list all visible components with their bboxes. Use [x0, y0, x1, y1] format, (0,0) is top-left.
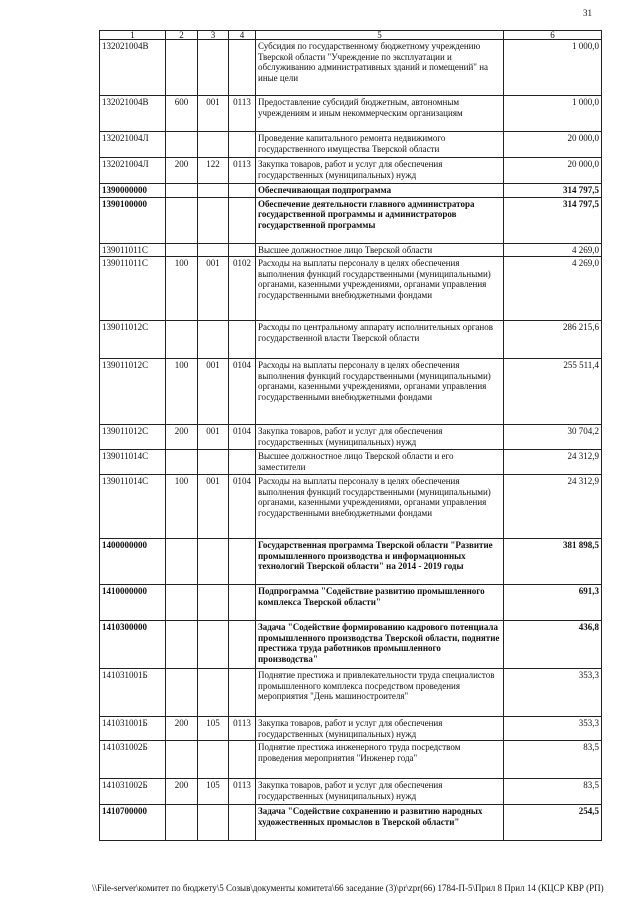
cell-expense-type	[166, 805, 198, 841]
cell-amount: 4 269,0	[504, 243, 602, 257]
cell-administrator	[198, 669, 229, 717]
cell-expense-type: 200	[166, 158, 198, 184]
cell-expense-type	[166, 197, 198, 243]
cell-administrator	[198, 539, 229, 585]
cell-amount: 254,5	[504, 805, 602, 841]
table-row	[100, 450, 602, 475]
column-header: 2	[166, 31, 198, 40]
cell-expense-type: 100	[166, 359, 198, 425]
cell-program-code: 141031001Б	[100, 717, 166, 741]
cell-expense-type: 200	[166, 425, 198, 450]
cell-administrator: 105	[198, 779, 229, 805]
cell-section: 0113	[229, 717, 256, 741]
table-row	[100, 425, 602, 450]
cell-section: 0113	[229, 96, 256, 132]
column-header: 6	[504, 31, 602, 40]
cell-section	[229, 184, 256, 198]
cell-description: Высшее должностное лицо Тверской области	[256, 243, 504, 257]
cell-description: Закупка товаров, работ и услуг для обеспечения государственных (муниципальных) нужд	[256, 779, 504, 805]
cell-description: Расходы на выплаты персоналу в целях обеспечения выполнения функций государственными (муниципальными) органами, казенными учреждениями, органами управления государственными внебюджетными фондами	[256, 475, 504, 539]
cell-amount: 381 898,5	[504, 539, 602, 585]
cell-program-code: 141031002Б	[100, 779, 166, 805]
cell-section	[229, 805, 256, 841]
cell-administrator	[198, 585, 229, 621]
cell-amount: 20 000,0	[504, 158, 602, 184]
cell-program-code: 132021004В	[100, 40, 166, 96]
footer-file-path: \\File-server\комитет по бюджету\5 Созыв\документы комитета\66 заседание (3)\pr\zpr(66) 1784-П-5\Прил 8 Прил 14 (КЦСР КВР (РП)	[92, 883, 604, 893]
cell-administrator	[198, 321, 229, 359]
cell-amount: 1 000,0	[504, 40, 602, 96]
cell-expense-type: 200	[166, 779, 198, 805]
cell-section: 0113	[229, 158, 256, 184]
cell-expense-type: 100	[166, 475, 198, 539]
cell-amount: 24 312,9	[504, 450, 602, 475]
cell-amount: 255 511,4	[504, 359, 602, 425]
cell-amount: 353,3	[504, 669, 602, 717]
cell-section: 0104	[229, 425, 256, 450]
table-row	[100, 585, 602, 621]
cell-administrator	[198, 184, 229, 198]
cell-description: Подпрограмма "Содействие развитию промышленного комплекса Тверской области"	[256, 585, 504, 621]
cell-program-code: 139011011С	[100, 243, 166, 257]
table-row	[100, 243, 602, 257]
cell-program-code: 1410000000	[100, 585, 166, 621]
cell-amount: 286 215,6	[504, 321, 602, 359]
cell-program-code: 1410300000	[100, 621, 166, 669]
cell-amount: 24 312,9	[504, 475, 602, 539]
table-row	[100, 257, 602, 321]
table-row	[100, 779, 602, 805]
cell-administrator	[198, 132, 229, 158]
cell-section: 0104	[229, 475, 256, 539]
table-row	[100, 321, 602, 359]
column-header: 5	[256, 31, 504, 40]
table-row	[100, 475, 602, 539]
cell-administrator	[198, 243, 229, 257]
cell-description: Закупка товаров, работ и услуг для обеспечения государственных (муниципальных) нужд	[256, 717, 504, 741]
cell-description: Задача "Содействие сохранению и развитию народных художественных промыслов в Тверской области"	[256, 805, 504, 841]
table-row	[100, 621, 602, 669]
cell-program-code: 139011014С	[100, 450, 166, 475]
table-row	[100, 184, 602, 198]
table-body	[100, 40, 602, 841]
cell-section: 0113	[229, 779, 256, 805]
cell-administrator	[198, 197, 229, 243]
cell-amount: 83,5	[504, 741, 602, 779]
cell-expense-type	[166, 621, 198, 669]
cell-program-code: 1390000000	[100, 184, 166, 198]
cell-amount: 4 269,0	[504, 257, 602, 321]
cell-amount: 83,5	[504, 779, 602, 805]
table-row	[100, 40, 602, 96]
cell-amount: 691,3	[504, 585, 602, 621]
cell-expense-type	[166, 539, 198, 585]
cell-description: Обеспечивающая подпрограмма	[256, 184, 504, 198]
cell-description: Расходы на выплаты персоналу в целях обеспечения выполнения функций государственными (муниципальными) органами, казенными учреждениями, органами управления государственными внебюджетными фондами	[256, 257, 504, 321]
cell-description: Высшее должностное лицо Тверской области и его заместители	[256, 450, 504, 475]
column-header: 4	[229, 31, 256, 40]
cell-administrator: 105	[198, 717, 229, 741]
cell-section	[229, 450, 256, 475]
cell-section	[229, 197, 256, 243]
cell-section	[229, 621, 256, 669]
table-row	[100, 741, 602, 779]
cell-description: Расходы по центральному аппарату исполнительных органов государственной власти Тверской области	[256, 321, 504, 359]
cell-administrator: 122	[198, 158, 229, 184]
cell-program-code: 141031001Б	[100, 669, 166, 717]
table-row	[100, 158, 602, 184]
cell-description: Поднятие престижа и привлекательности труда специалистов промышленного комплекса посредством проведения мероприятия "День машиностроителя"	[256, 669, 504, 717]
cell-expense-type	[166, 585, 198, 621]
cell-expense-type	[166, 243, 198, 257]
cell-amount: 30 704,2	[504, 425, 602, 450]
page-number: 31	[583, 8, 592, 18]
cell-section	[229, 40, 256, 96]
cell-program-code: 1400000000	[100, 539, 166, 585]
table-row	[100, 197, 602, 243]
cell-amount: 20 000,0	[504, 132, 602, 158]
table-row	[100, 96, 602, 132]
table-row	[100, 132, 602, 158]
cell-description: Закупка товаров, работ и услуг для обеспечения государственных (муниципальных) нужд	[256, 425, 504, 450]
cell-section	[229, 132, 256, 158]
cell-description: Обеспечение деятельности главного администратора государственной программы и администраторов государственной программы	[256, 197, 504, 243]
cell-expense-type	[166, 40, 198, 96]
cell-description: Проведение капитального ремонта недвижимого государственного имущества Тверской области	[256, 132, 504, 158]
cell-administrator: 001	[198, 359, 229, 425]
cell-administrator	[198, 741, 229, 779]
cell-description: Предоставление субсидий бюджетным, автономным учреждениям и иным некоммерческим организациям	[256, 96, 504, 132]
column-header: 1	[100, 31, 166, 40]
cell-administrator	[198, 805, 229, 841]
cell-amount: 314 797,5	[504, 184, 602, 198]
cell-administrator	[198, 40, 229, 96]
cell-description: Государственная программа Тверской области "Развитие промышленного производства и информационных технологий Тверской области" на 2014 - 2019 годы	[256, 539, 504, 585]
cell-section	[229, 669, 256, 717]
cell-program-code: 132021004Л	[100, 158, 166, 184]
cell-section	[229, 585, 256, 621]
cell-expense-type: 600	[166, 96, 198, 132]
cell-program-code: 1410700000	[100, 805, 166, 841]
cell-section: 0104	[229, 359, 256, 425]
table-row	[100, 805, 602, 841]
column-header: 3	[198, 31, 229, 40]
cell-description: Задача "Содействие формированию кадрового потенциала промышленного производства Тверской области, поднятие престижа труда работников промышленного производства"	[256, 621, 504, 669]
cell-description: Субсидия по государственному бюджетному учреждению Тверской области "Учреждение по эксплуатации и обслуживанию административных зданий и помещений" на иные цели	[256, 40, 504, 96]
cell-program-code: 139011012С	[100, 425, 166, 450]
table-row	[100, 717, 602, 741]
cell-administrator: 001	[198, 96, 229, 132]
cell-expense-type: 100	[166, 257, 198, 321]
cell-amount: 353,3	[504, 717, 602, 741]
cell-description: Расходы на выплаты персоналу в целях обеспечения выполнения функций государственными (муниципальными) органами, казенными учреждениями, органами управления государственными внебюджетными фондами	[256, 359, 504, 425]
cell-section: 0102	[229, 257, 256, 321]
cell-description: Поднятие престижа инженерного труда посредством проведения мероприятия "Инженер года"	[256, 741, 504, 779]
budget-table	[99, 30, 602, 841]
cell-expense-type	[166, 132, 198, 158]
cell-administrator: 001	[198, 475, 229, 539]
cell-expense-type	[166, 450, 198, 475]
cell-expense-type: 200	[166, 717, 198, 741]
cell-amount: 314 797,5	[504, 197, 602, 243]
cell-expense-type	[166, 669, 198, 717]
cell-section	[229, 321, 256, 359]
cell-amount: 1 000,0	[504, 96, 602, 132]
cell-administrator	[198, 450, 229, 475]
cell-amount: 436,8	[504, 621, 602, 669]
cell-program-code: 132021004Л	[100, 132, 166, 158]
cell-program-code: 139011011С	[100, 257, 166, 321]
cell-expense-type	[166, 321, 198, 359]
cell-administrator	[198, 621, 229, 669]
cell-program-code: 139011014С	[100, 475, 166, 539]
cell-section	[229, 539, 256, 585]
cell-program-code: 132021004В	[100, 96, 166, 132]
cell-program-code: 139011012С	[100, 321, 166, 359]
cell-expense-type	[166, 741, 198, 779]
cell-description: Закупка товаров, работ и услуг для обеспечения государственных (муниципальных) нужд	[256, 158, 504, 184]
table-row	[100, 539, 602, 585]
cell-program-code: 139011012С	[100, 359, 166, 425]
cell-administrator: 001	[198, 425, 229, 450]
table-row	[100, 359, 602, 425]
table-header-row	[100, 31, 602, 40]
cell-expense-type	[166, 184, 198, 198]
cell-program-code: 141031002Б	[100, 741, 166, 779]
cell-section	[229, 243, 256, 257]
cell-section	[229, 741, 256, 779]
cell-administrator: 001	[198, 257, 229, 321]
table-row	[100, 669, 602, 717]
cell-program-code: 1390100000	[100, 197, 166, 243]
